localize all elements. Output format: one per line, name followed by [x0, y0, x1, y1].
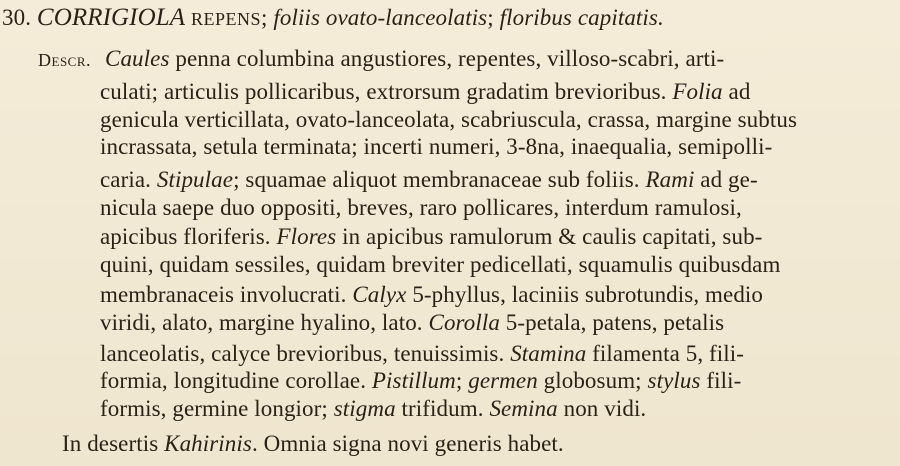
text-run: quini, quidam sessiles, quidam breviter pedicellati, squamulis quibusdam [100, 252, 781, 277]
habitat-note [62, 430, 564, 457]
description-label: Descr. [38, 50, 92, 70]
genus-name: CORRIGIOLA [36, 4, 186, 31]
italic-term: Rami [645, 167, 695, 192]
description-line [100, 281, 763, 308]
description-line [100, 309, 724, 336]
description-line [100, 223, 762, 250]
description-line [100, 133, 772, 160]
text-run: 5-phyllus, laciniis subrotundis, medio [406, 282, 764, 307]
text-run: apicibus floriferis. [100, 224, 277, 249]
italic-term: Caules [105, 46, 170, 71]
italic-term: Stipulae [156, 167, 234, 192]
text-run: In desertis [62, 431, 165, 456]
diagnosis-flowers: floribus capitatis. [499, 5, 664, 30]
text-run: in apicibus ramulorum & caulis capitati, sub- [336, 224, 763, 249]
text-run: caria. [100, 167, 157, 192]
species-heading [2, 4, 664, 33]
text-run: ad ge- [694, 167, 758, 192]
text-run: membranaceis involucrati. [100, 282, 353, 307]
text-run: genicula verticillata, ovato-lanceolata, scabriuscula, crassa, margine subtus [100, 107, 798, 132]
description-line [100, 166, 758, 193]
italic-term: Calyx [352, 282, 407, 307]
italic-term: Folia [672, 79, 723, 104]
text-run: viridi, alato, margine hyalino, lato. [100, 310, 429, 335]
diagnosis-leaves: foliis ovato-lanceolatis [273, 5, 488, 30]
text-run: formia, longitudine corollae. [100, 368, 372, 393]
text-run: non vidi. [557, 396, 647, 421]
text-run: ; squamae aliquot membranaceae sub foliis. [233, 167, 646, 192]
text-run: 5-petala, patens, petalis [499, 310, 725, 335]
description-line [100, 395, 646, 422]
description-line [100, 78, 750, 105]
text-run: globosum; [537, 368, 648, 393]
text-run: filamenta 5, fili- [586, 341, 745, 366]
italic-term: Semina [489, 396, 558, 421]
italic-term: Flores [276, 224, 337, 249]
description-line [100, 106, 797, 133]
separator: ; [261, 5, 268, 30]
text-run: ; [455, 368, 469, 393]
text-run: lanceolatis, calyce brevioribus, tenuissimis. [100, 341, 511, 366]
text-run: culati; articulis pollicaribus, extrorsum gradatim brevioribus. [100, 79, 673, 104]
text-run: trifidum. [395, 396, 490, 421]
description-line [38, 45, 724, 74]
italic-term: stigma [333, 396, 396, 421]
description-line [100, 251, 780, 278]
separator: ; [487, 5, 494, 30]
italic-term: Kahirinis [164, 431, 252, 456]
text-run: . Omnia signa novi generis habet. [251, 431, 564, 456]
italic-term: Stamina [510, 341, 587, 366]
italic-term: stylus [647, 368, 701, 393]
italic-term: Corolla [428, 310, 500, 335]
description-line [100, 340, 744, 367]
italic-term: germen [468, 368, 538, 393]
description-line [100, 194, 742, 221]
text-run: nicula saepe duo oppositi, breves, raro pollicares, interdum ramulosi, [100, 195, 742, 220]
italic-term: Pistillum [371, 368, 456, 393]
description-line [100, 367, 741, 394]
text-run: incrassata, setula terminata; incerti numeri, 3-8na, inaequalia, semipolli- [100, 134, 773, 159]
species-epithet: REPENS [191, 9, 262, 29]
text-run: penna columbina angustiores, repentes, villoso-scabri, arti- [169, 46, 725, 71]
text-run: formis, germine longior; [100, 396, 334, 421]
text-run: fili- [700, 368, 742, 393]
species-number: 30. [2, 5, 32, 30]
text-run: ad [722, 79, 751, 104]
